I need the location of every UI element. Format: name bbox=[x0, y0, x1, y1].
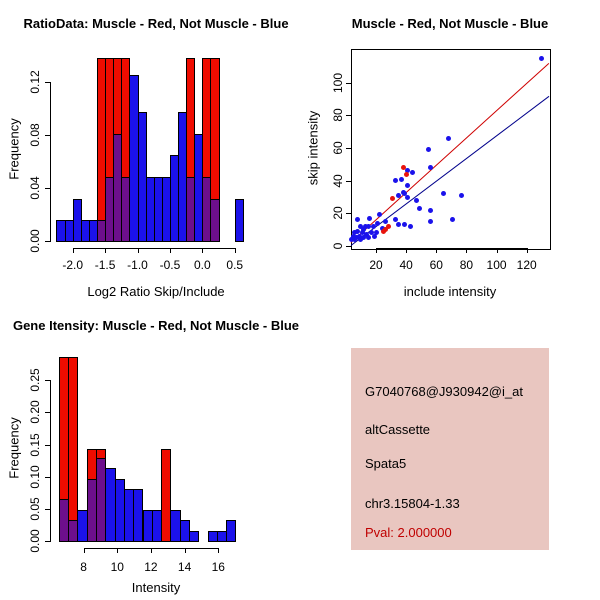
y-tick-label: 80 bbox=[331, 108, 345, 123]
info-probe-id: G7040768@J930942@i_at bbox=[365, 384, 523, 399]
scatter-point-blue bbox=[414, 198, 419, 203]
ratio-hist-title: RatioData: Muscle - Red, Not Muscle - Blue bbox=[23, 16, 289, 31]
y-axis-tick bbox=[45, 412, 50, 413]
scatter-point-blue bbox=[375, 221, 380, 226]
x-tick-label: 0.5 bbox=[226, 258, 244, 272]
x-axis-tick bbox=[151, 548, 152, 553]
x-axis-tick bbox=[185, 548, 186, 553]
x-tick-label: 14 bbox=[177, 560, 192, 574]
x-axis-tick bbox=[406, 248, 407, 253]
scatter-point-red bbox=[404, 172, 409, 177]
x-axis-line bbox=[376, 248, 528, 249]
ratio-hist-x-axis-label: Log2 Ratio Skip/Include bbox=[87, 284, 225, 299]
x-axis-tick bbox=[376, 248, 377, 253]
scatter-point-red bbox=[401, 165, 406, 170]
info-splice-type: altCassette bbox=[365, 422, 431, 437]
scatter-point-blue bbox=[410, 170, 415, 175]
x-tick-label: -2.0 bbox=[62, 258, 84, 272]
x-tick-label: 100 bbox=[486, 258, 507, 272]
y-tick-label: 0.10 bbox=[28, 465, 42, 489]
histogram-bar-overlap bbox=[186, 177, 195, 242]
y-axis-tick bbox=[45, 509, 50, 510]
histogram-bar-overlap bbox=[96, 458, 106, 542]
x-axis-tick bbox=[436, 248, 437, 253]
scatter-y-axis-label: skip intensity bbox=[305, 110, 321, 186]
y-axis-tick bbox=[45, 241, 50, 242]
y-tick-label: 0 bbox=[331, 242, 345, 250]
info-box bbox=[351, 348, 549, 550]
histogram-bar-red bbox=[121, 58, 130, 179]
info-gene-name: Spata5 bbox=[365, 456, 407, 471]
y-axis-tick bbox=[346, 83, 351, 84]
x-axis-tick bbox=[73, 248, 74, 253]
scatter-point-blue bbox=[539, 56, 544, 61]
x-tick-label: 8 bbox=[80, 560, 87, 574]
y-axis-tick bbox=[346, 213, 351, 214]
x-axis-tick bbox=[235, 248, 236, 253]
gene-hist-y-axis-label: Frequency bbox=[6, 417, 22, 479]
info-location: chr3.15804-1.33 bbox=[365, 496, 460, 511]
x-axis-tick bbox=[117, 548, 118, 553]
scatter-point-blue bbox=[405, 195, 410, 200]
x-tick-label: 12 bbox=[144, 560, 158, 574]
y-tick-label: 20 bbox=[331, 206, 345, 221]
x-tick-label: 20 bbox=[369, 258, 383, 272]
y-tick-label: 0.20 bbox=[28, 400, 42, 425]
y-tick-label: 100 bbox=[331, 72, 345, 93]
x-tick-label: 80 bbox=[459, 258, 474, 272]
histogram-bar-blue bbox=[189, 531, 199, 542]
histogram-bar-overlap bbox=[68, 520, 78, 542]
gene-hist-title: Gene Itensity: Muscle - Red, Not Muscle - Blue bbox=[12, 318, 300, 333]
x-axis-tick bbox=[466, 248, 467, 253]
scatter-point-red bbox=[381, 229, 386, 234]
x-axis-tick bbox=[527, 248, 528, 253]
histogram-bar-red bbox=[161, 449, 171, 542]
info-pvalue: Pval: 2.000000 bbox=[365, 525, 452, 540]
y-axis-tick bbox=[346, 148, 351, 149]
x-tick-label: -1.0 bbox=[127, 258, 148, 272]
y-axis-tick bbox=[45, 477, 50, 478]
y-tick-label: 0.00 bbox=[28, 229, 42, 253]
y-tick-label: 0.05 bbox=[28, 497, 42, 521]
y-tick-label: 0.12 bbox=[28, 70, 42, 94]
y-tick-label: 0.00 bbox=[28, 529, 42, 553]
x-axis-tick bbox=[105, 248, 106, 253]
y-axis-tick bbox=[45, 541, 50, 542]
x-axis-tick bbox=[218, 548, 219, 553]
x-tick-label: -1.5 bbox=[94, 258, 116, 272]
histogram-bar-red bbox=[210, 58, 219, 200]
y-axis-tick bbox=[45, 380, 50, 381]
scatter-point-blue bbox=[428, 208, 433, 213]
y-axis-line bbox=[351, 83, 352, 247]
y-axis-line bbox=[50, 380, 51, 542]
y-axis-tick bbox=[346, 181, 351, 182]
x-tick-label: 16 bbox=[211, 560, 225, 574]
gene-hist-x-axis-label: Intensity bbox=[131, 580, 181, 595]
y-tick-label: 0.15 bbox=[28, 432, 42, 457]
scatter-point-blue bbox=[428, 219, 433, 224]
x-tick-label: 60 bbox=[429, 258, 443, 272]
y-axis-line bbox=[50, 82, 51, 242]
y-tick-label: 40 bbox=[331, 173, 345, 188]
scatter-title: Muscle - Red, Not Muscle - Blue bbox=[351, 16, 549, 31]
y-axis-tick bbox=[45, 188, 50, 189]
ratio-hist-y-axis-label: Frequency bbox=[6, 118, 22, 180]
histogram-bar-red bbox=[96, 449, 106, 459]
y-axis-tick bbox=[346, 115, 351, 116]
x-tick-label: 10 bbox=[110, 560, 124, 574]
x-axis-tick bbox=[170, 248, 171, 253]
x-tick-label: -0.5 bbox=[159, 258, 181, 272]
scatter-point-blue bbox=[399, 177, 404, 182]
x-tick-label: 40 bbox=[399, 258, 413, 272]
y-axis-tick bbox=[45, 445, 50, 446]
histogram-bar-red bbox=[186, 58, 195, 179]
x-axis-tick bbox=[138, 248, 139, 253]
x-axis-tick bbox=[497, 248, 498, 253]
y-axis-tick bbox=[45, 82, 50, 83]
histogram-bar-red bbox=[68, 357, 78, 521]
scatter-point-blue bbox=[428, 165, 433, 170]
x-tick-label: 120 bbox=[516, 258, 537, 272]
y-axis-tick bbox=[45, 135, 50, 136]
scatter-point-blue bbox=[446, 136, 451, 141]
histogram-bar-overlap bbox=[210, 199, 219, 242]
x-axis-tick bbox=[84, 548, 85, 553]
histogram-bar-blue bbox=[235, 199, 244, 242]
y-tick-label: 0.25 bbox=[28, 368, 42, 392]
x-axis-line bbox=[73, 248, 236, 249]
y-axis-tick bbox=[346, 246, 351, 247]
x-tick-label: 0.0 bbox=[194, 258, 211, 272]
histogram-bar-overlap bbox=[121, 177, 130, 242]
x-axis-tick bbox=[202, 248, 203, 253]
y-tick-label: 60 bbox=[331, 141, 345, 155]
y-tick-label: 0.08 bbox=[28, 123, 42, 147]
y-tick-label: 0.04 bbox=[28, 176, 42, 200]
scatter-x-axis-label: include intensity bbox=[403, 284, 497, 299]
histogram-bar-blue bbox=[226, 520, 236, 542]
